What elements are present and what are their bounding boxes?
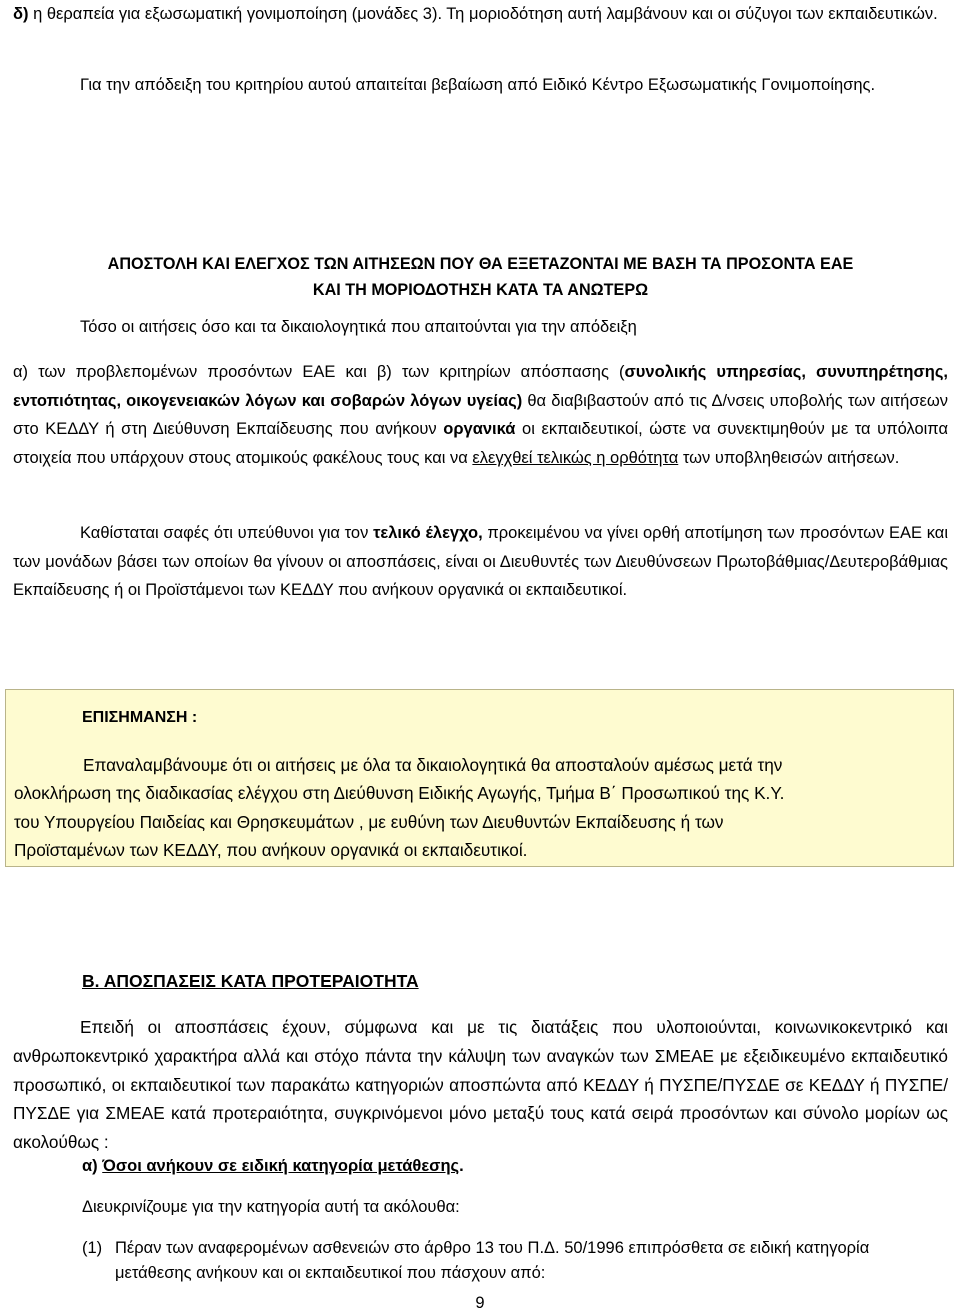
para-a-text-4: των υποβληθεισών αιτήσεων.	[678, 448, 900, 467]
paragraph-alpha	[13, 358, 948, 472]
category-a-heading	[82, 1157, 882, 1176]
category-a-label: α)	[82, 1157, 103, 1175]
para-a-bold-2: οργανικά	[443, 420, 516, 438]
para-a-text-2: θα διαβιβαστούν από τις Δ/νσεις υποβολής των αιτήσεων στο ΚΕΔΔΥ ή στη Διεύθυνση Εκπαίδευσης που ανήκουν	[13, 391, 948, 438]
section-heading	[13, 251, 948, 303]
notice-line-2: ολοκλήρωση της διαδικασίας ελέγχου στη Διεύθυνση Ειδικής Αγωγής, Τμήμα Β΄ Προσωπικού της Κ.Υ.	[14, 783, 785, 803]
notice-line-4: Προϊσταμένων των ΚΕΔΔΥ, που ανήκουν οργανικά οι εκπαιδευτικοί.	[14, 840, 528, 860]
para-a-text-3: οι εκπαιδευτικοί, ώστε να συνεκτιμηθούν με τα υπόλοιπα στοιχεία που υπάρχουν στους ατομικούς φακέλους τους και να	[13, 420, 948, 467]
para-b-text-2: προκειμένου να γίνει ορθή αποτίμηση των προσόντων ΕΑΕ και των μονάδων βάσει των οποίων θα γίνουν οι αποσπάσεις, είναι οι Διευθυντές των Διευθύνσεων Πρωτοβάθμιας/Δευτεροβάθμιας Εκπαίδευσης ή οι Προϊστάμενοι των ΚΕΔΔΥ που ανήκουν οργανικά οι εκπαιδευτικοί.	[13, 524, 948, 599]
para-a-text-1: α) των προβλεπομένων προσόντων ΕΑΕ και β) των κριτηρίων απόσπασης (	[13, 363, 625, 381]
paragraph-responsible	[13, 519, 948, 605]
para-b-text-1: Καθίσταται σαφές ότι υπεύθυνοι για τον	[80, 524, 374, 542]
heading-line-2: ΚΑΙ ΤΗ ΜΟΡΙΟΔΟΤΗΣΗ ΚΑΤΑ ΤΑ ΑΝΩΤΕΡΩ	[312, 281, 649, 299]
notice-box	[5, 689, 954, 867]
para-b-bold: τελικό έλεγχο,	[373, 524, 483, 542]
para-a-bold-1: συνολικής υπηρεσίας, συνυπηρέτησης, εντοπιότητας, οικογενειακών λόγων και σοβαρών λόγων υγείας)	[13, 363, 948, 410]
delta-label: δ)	[13, 5, 29, 23]
section-b-paragraph: Επειδή οι αποσπάσεις έχουν, σύμφωνα και με τις διατάξεις που υλοποιούνται, κοινωνικοκεντρικό και ανθρωποκεντρικό χαρακτήρα αλλά και στόχο πάντα την κάλυψη των αναγκών των ΣΜΕΑΕ με εξειδικευμένο εκπαιδευτικό προσωπικό, οι εκπαιδευτικοί των παρακάτω κατηγοριών αποσπώντα από ΚΕΔΔΥ ή ΠΥΣΠΕ/ΠΥΣΔΕ σε ΚΕΔΔΥ ή ΠΥΣΠΕ/ΠΥΣΔΕ για ΣΜΕΑΕ κατά προτεραιότητα, συγκρινόμενοι μόνο μεταξύ τους κατά σειρά προσόντων και σύνολο μορίων ως ακολούθως :	[13, 1017, 948, 1153]
proof-paragraph: Για την απόδειξη του κριτηρίου αυτού απαιτείται βεβαίωση από Ειδικό Κέντρο Εξωσωματικής Γονιμοποίησης.	[80, 76, 876, 94]
list-item	[82, 1236, 942, 1286]
para-a-underline: ελεγχθεί τελικώς η ορθότητα	[472, 448, 679, 467]
list-item-number: (1)	[82, 1239, 103, 1257]
delta-text: η θεραπεία για εξωσωματική γονιμοποίηση (μονάδες 3). Τη μοριοδότηση αυτή λαμβάνουν και οι σύζυγοι των εκπαιδευτικών.	[28, 5, 938, 23]
notice-title: ΕΠΙΣΗΜΑΝΣΗ :	[82, 709, 198, 726]
clarify-line: Διευκρινίζουμε για την κατηγορία αυτή τα ακόλουθα:	[82, 1198, 460, 1216]
category-a-dot: .	[459, 1157, 464, 1175]
notice-line-1: Επαναλαμβάνουμε ότι οι αιτήσεις με όλα τα δικαιολογητικά θα αποσταλούν αμέσως μετά την	[83, 755, 783, 775]
page-number: 9	[475, 1294, 485, 1312]
heading-line-1: ΑΠΟΣΤΟΛΗ ΚΑΙ ΕΛΕΓΧΟΣ ΤΩΝ ΑΙΤΗΣΕΩΝ ΠΟΥ ΘΑ ΕΞΕΤΑΖΟΝΤΑΙ ΜΕ ΒΑΣΗ ΤΑ ΠΡΟΣΟΝΤΑ ΕΑΕ	[107, 255, 854, 273]
paragraph-delta	[13, 0, 948, 29]
list-item-text: Πέραν των αναφερομένων ασθενειών στο άρθρο 13 του Π.Δ. 50/1996 επιπρόσθετα σε ειδική κατηγορία μετάθεσης ανήκουν και οι εκπαιδευτικοί που πάσχουν από:	[115, 1239, 870, 1282]
category-a-title: Όσοι ανήκουν σε ειδική κατηγορία μετάθεσης	[102, 1157, 460, 1175]
section-b-title: Β. ΑΠΟΣΠΑΣΕΙΣ ΚΑΤΑ ΠΡΟΤΕΡΑΙΟΤΗΤΑ	[82, 971, 419, 991]
intro-line: Τόσο οι αιτήσεις όσο και τα δικαιολογητικά που απαιτούνται για την απόδειξη	[80, 318, 637, 336]
notice-line-3: του Υπουργείου Παιδείας και Θρησκευμάτων , με ευθύνη των Διευθυντών Εκπαίδευσης ή των	[14, 812, 724, 832]
